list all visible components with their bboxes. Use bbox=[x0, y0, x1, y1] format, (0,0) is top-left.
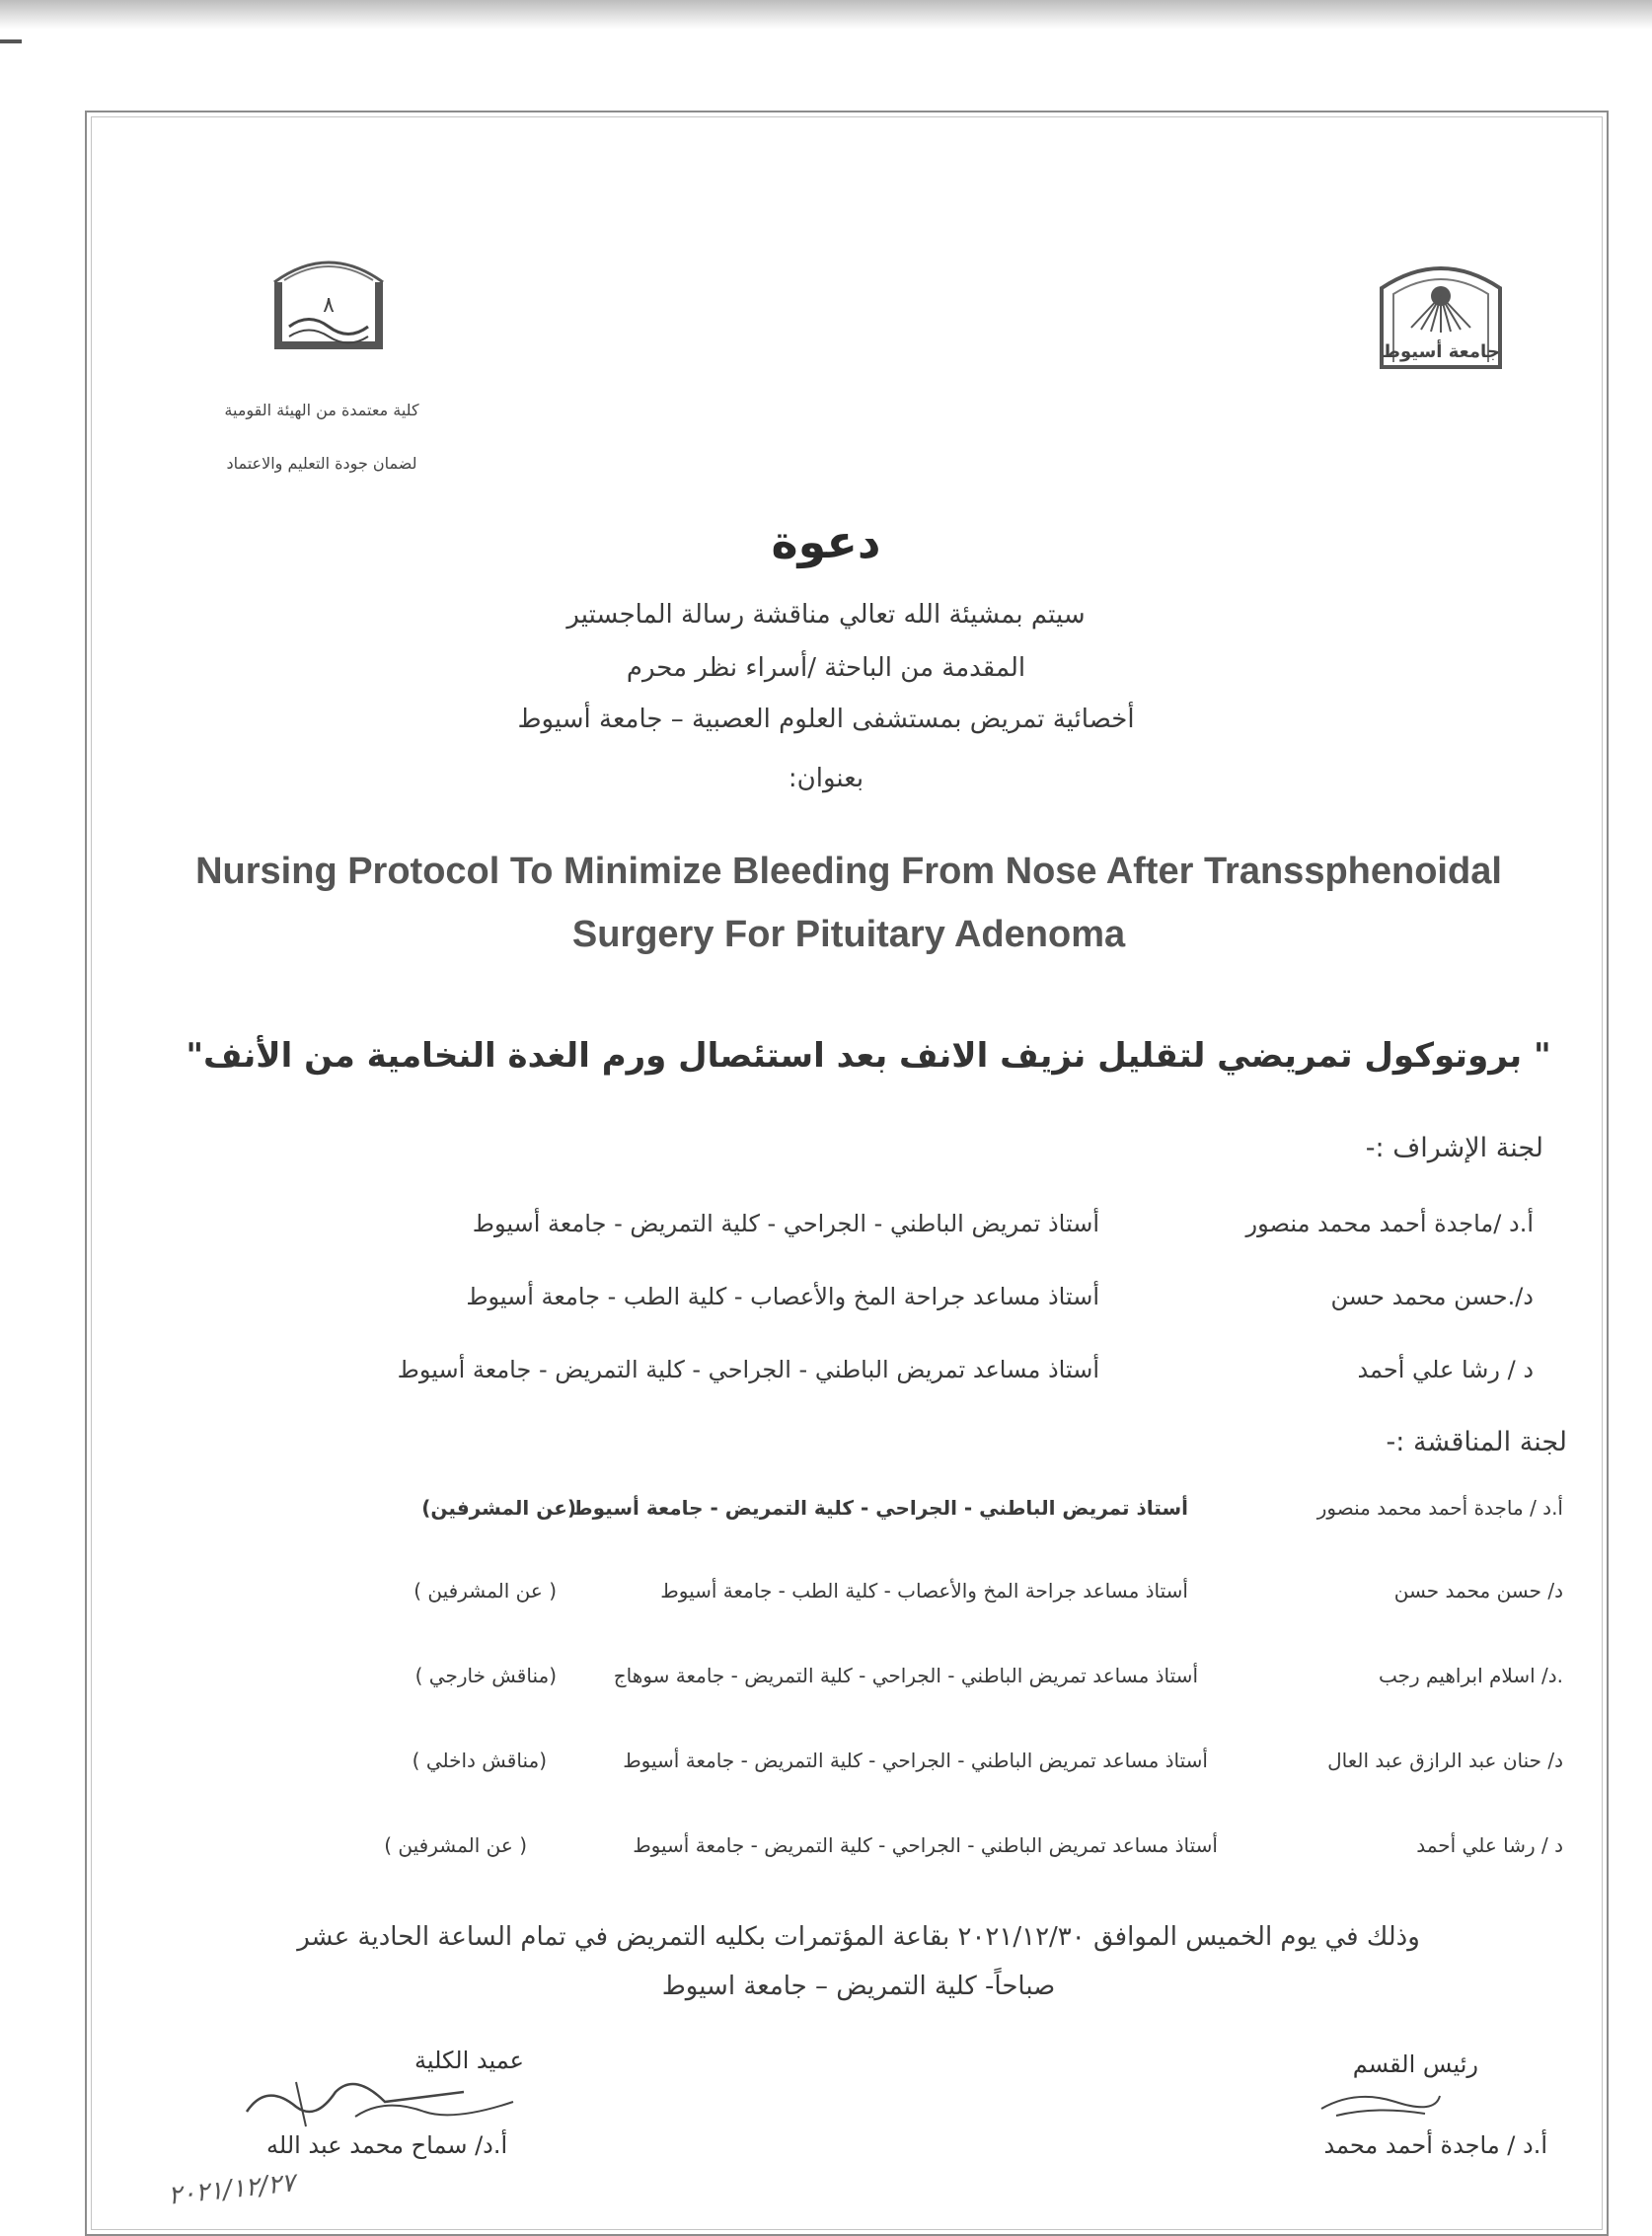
member-role: (عن المشرفين) bbox=[421, 1496, 576, 1520]
document-border bbox=[85, 111, 1609, 2236]
faculty-logo-icon bbox=[255, 243, 403, 361]
discussion-member bbox=[182, 1664, 1563, 1703]
assiut-university-logo-icon bbox=[1372, 259, 1510, 377]
member-position: أستاذ مساعد تمريض الباطني - الجراحي - كلية التمريض - جامعة أسيوط bbox=[623, 1749, 1208, 1772]
thesis-title-english-line-2: Surgery For Pituitary Adenoma bbox=[571, 914, 1126, 955]
member-position: أستاذ تمريض الباطني - الجراحي - كلية التمريض - جامعة أسيوط bbox=[472, 1210, 1099, 1237]
member-position: أستاذ مساعد جراحة المخ والأعصاب - كلية الطب - جامعة أسيوط bbox=[660, 1579, 1188, 1602]
discussion-member bbox=[182, 1496, 1563, 1535]
member-name: .د/ اسلام ابراهيم رجب bbox=[1379, 1664, 1563, 1687]
discussion-member bbox=[182, 1579, 1563, 1618]
member-name: د / رشا علي أحمد bbox=[1416, 1833, 1563, 1857]
member-name: أ.د /ماجدة أحمد محمد منصور bbox=[1245, 1210, 1534, 1237]
date-venue-line-1: وذلك في يوم الخميس الموافق ٢٠٢١/١٢/٣٠ بقاعة المؤتمرات بكليه التمريض في تمام الساعة الحادية عشر bbox=[297, 1922, 1420, 1952]
discussion-member bbox=[182, 1833, 1563, 1873]
member-role: ( عن المشرفين ) bbox=[413, 1579, 557, 1602]
member-name: د/.حسن محمد حسن bbox=[1330, 1283, 1534, 1310]
discussion-heading: لجنة المناقشة :- bbox=[1386, 1427, 1567, 1457]
head-of-department-title: رئيس القسم bbox=[1352, 2050, 1478, 2078]
member-name: د/ حنان عبد الرازق عبد العال bbox=[1327, 1749, 1563, 1772]
member-position: أستاذ مساعد جراحة المخ والأعصاب - كلية الطب - جامعة أسيوط bbox=[466, 1283, 1099, 1310]
invitation-line-1: سيتم بمشيئة الله تعالي مناقشة رسالة الماجستير bbox=[566, 600, 1086, 630]
handwritten-date: ٢٠٢١/١٢/٢٧ bbox=[166, 2168, 297, 2211]
accreditation-line-2: لضمان جودة التعليم والاعتماد bbox=[226, 454, 417, 473]
dean-name: أ.د/ سماح محمد عبد الله bbox=[266, 2131, 508, 2159]
invitation-heading: دعوة bbox=[771, 515, 881, 568]
dean-title: عميد الكلية bbox=[414, 2047, 524, 2074]
invitation-line-4: بعنوان: bbox=[788, 764, 864, 793]
head-signature-icon bbox=[1316, 2084, 1445, 2124]
scan-mark bbox=[0, 39, 22, 43]
faculty-logo-text: ٨ bbox=[323, 293, 335, 318]
member-role: (مناقش خارجي ) bbox=[414, 1664, 557, 1687]
assiut-logo-text: جامعة أسيوط bbox=[1382, 341, 1500, 362]
dean-signature-icon bbox=[237, 2062, 533, 2141]
head-of-department-name: أ.د / ماجدة أحمد محمد bbox=[1323, 2131, 1547, 2159]
member-position: أستاذ مساعد تمريض الباطني - الجراحي - كلية التمريض - جامعة أسيوط bbox=[633, 1833, 1218, 1857]
member-name: د / رشا علي أحمد bbox=[1357, 1356, 1534, 1383]
member-position: أستاذ مساعد تمريض الباطني - الجراحي - كلية التمريض - جامعة سوهاج bbox=[613, 1664, 1198, 1687]
member-position: أستاذ تمريض الباطني - الجراحي - كلية التمريض - جامعة أسيوط bbox=[571, 1496, 1188, 1520]
accreditation-line-1: كلية معتمدة من الهيئة القومية bbox=[224, 401, 419, 419]
supervision-member bbox=[152, 1210, 1534, 1249]
member-role: ( عن المشرفين ) bbox=[384, 1833, 527, 1857]
member-name: د/ حسن محمد حسن bbox=[1393, 1579, 1563, 1602]
member-role: (مناقش داخلي ) bbox=[412, 1749, 547, 1772]
scan-top-edge bbox=[0, 0, 1652, 30]
invitation-line-2: المقدمة من الباحثة /أسراء نظر محرم bbox=[626, 653, 1026, 683]
thesis-title-arabic: " بروتوكول تمريضي لتقليل نزيف الانف بعد استئصال ورم الغدة النخامية من الأنف" bbox=[186, 1036, 1551, 1076]
supervision-member bbox=[152, 1283, 1534, 1322]
member-position: أستاذ مساعد تمريض الباطني - الجراحي - كلية التمريض - جامعة أسيوط bbox=[397, 1356, 1099, 1383]
date-venue-line-2: صباحاً- كلية التمريض – جامعة اسيوط bbox=[661, 1972, 1056, 2001]
discussion-member bbox=[182, 1749, 1563, 1788]
member-name: أ.د / ماجدة أحمد محمد منصور bbox=[1316, 1496, 1563, 1520]
invitation-line-3: أخصائية تمريض بمستشفى العلوم العصبية – جامعة أسيوط bbox=[517, 705, 1135, 734]
supervision-heading: لجنة الإشراف :- bbox=[1365, 1133, 1543, 1163]
supervision-member bbox=[152, 1356, 1534, 1395]
thesis-title-english-line-1: Nursing Protocol To Minimize Bleeding From Nose After Transsphenoidal bbox=[195, 851, 1502, 892]
